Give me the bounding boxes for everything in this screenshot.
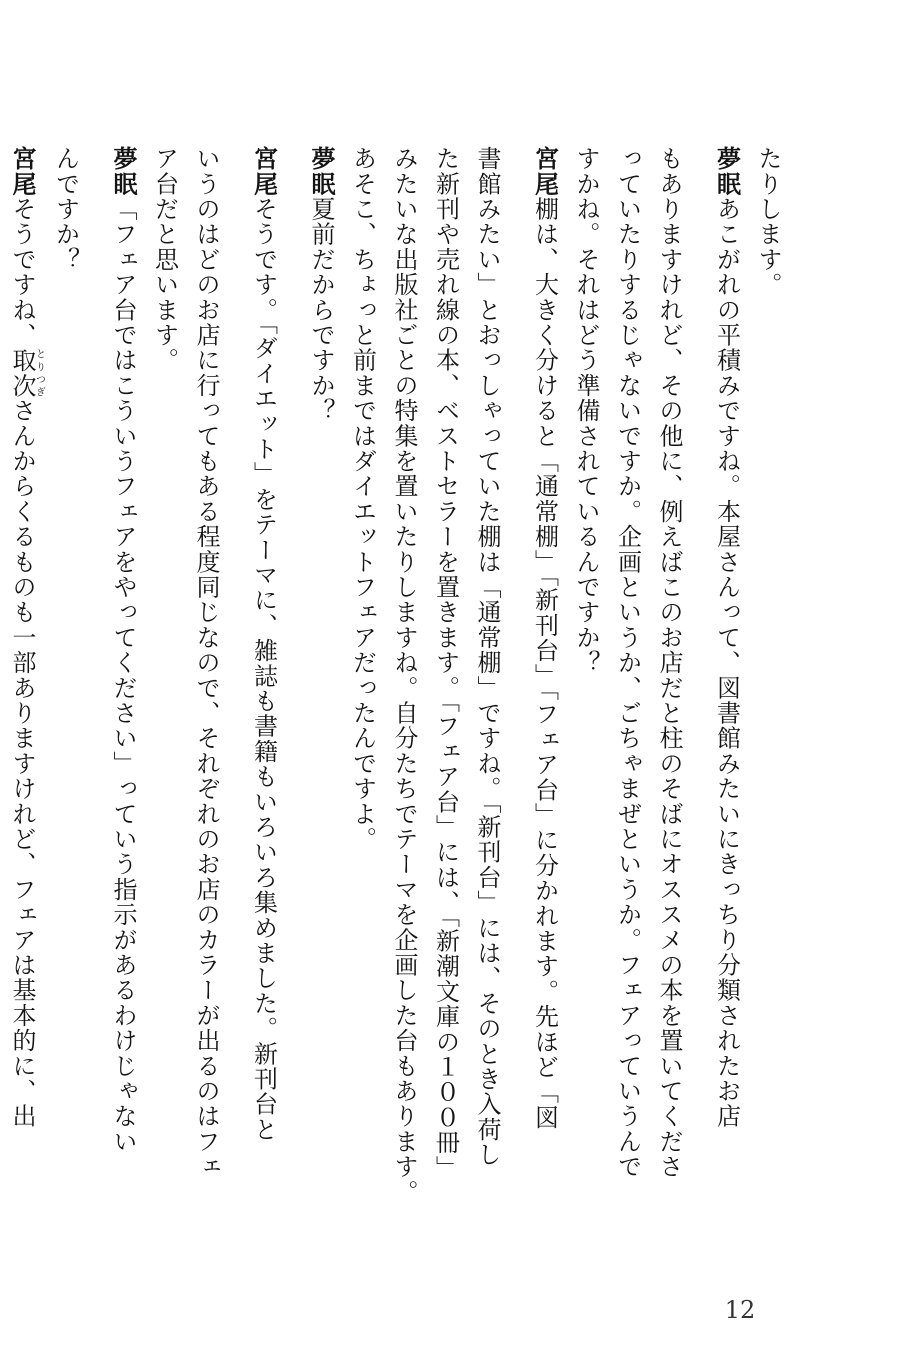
dialogue-text: あこがれの平積みですね。本屋さんって、図書館みたいにきっちり分類されたお店: [712, 196, 741, 1129]
continuation-text: すかね。それはどう準備されているんですか？: [572, 146, 600, 676]
text-column-13: [185, 146, 227, 1186]
text-column-10: [341, 146, 383, 1186]
continuation-text: っていたりするじゃないですか。企画というか、ごちゃまぜというか。フェアっていうんで: [613, 146, 642, 1180]
dialogue-text: 棚は、大きく分けると「通常棚」「新刊台」「フェア台」に分かれます。先ほど「図: [530, 196, 559, 1131]
speaker-name: 夢眠: [712, 146, 741, 197]
ruby-annotation: [8, 347, 45, 399]
dialogue-text: そうです。「ダイエット」をテーマに、雑誌も書籍もいろいろ集めました。新刊台と: [249, 196, 278, 1143]
ruby-reading: とりつぎ: [33, 347, 45, 399]
text-column-8: [424, 146, 466, 1186]
continuation-text: た新刊や売れ線の本、ベストセラーを置きます。「フェア台」には、「新潮文庫の１００冊」: [431, 146, 460, 1181]
speaker-name: 夢眠: [307, 146, 335, 197]
ruby-base: 取次: [8, 347, 36, 399]
text-column-4: [606, 146, 648, 1186]
continuation-text: んですか？: [51, 146, 80, 272]
speaker-name: 宮尾: [249, 146, 278, 197]
text-column-3: [648, 146, 690, 1186]
text-column-11: [284, 146, 342, 1186]
text-column-14: [143, 146, 185, 1186]
vertical-text-body: [0, 146, 788, 1205]
continuation-text: たりします。: [754, 146, 782, 298]
dialogue-text: 「フェア台ではこういうフェアをやってください」っていう指示があるわけじゃない: [109, 196, 137, 1155]
text-column-1: [747, 146, 789, 1186]
text-column-2: [689, 146, 747, 1186]
speaker-name: 夢眠: [109, 146, 137, 197]
text-column-6: [507, 146, 565, 1186]
continuation-text: あそこ、ちょっと前まではダイエットフェアだったんですよ。: [348, 146, 377, 852]
text-column-5: [565, 146, 607, 1186]
continuation-text: いうのはどのお店に行ってもある程度同じなので、それぞれのお店のカラーが出るのはフェ: [192, 146, 220, 1180]
continuation-text: もありますけれど、その他に、例えばこのお店だと柱のそばにオススメの本を置いてくださ: [655, 146, 683, 1180]
continuation-text: 書館みたい」とおっしゃっていた棚は「通常棚」ですね。「新刊台」には、そのとき入荷し: [473, 146, 501, 1168]
text-column-7: [466, 146, 508, 1186]
continuation-text: みたいな出版社ごとの特集を置いたりしますね。自分たちでテーマを企画した台もあります。: [390, 146, 418, 1205]
speaker-name: 宮尾: [530, 146, 559, 197]
text-column-15: [86, 146, 144, 1186]
text-column-17: [0, 146, 44, 1186]
speaker-name: 宮尾: [8, 146, 36, 197]
text-column-12: [226, 146, 284, 1186]
dialogue-text: 夏前だからですか？: [307, 196, 335, 424]
text-column-16: [44, 146, 86, 1186]
continuation-text: ア台だと思います。: [150, 146, 179, 373]
text-column-9: [383, 146, 425, 1205]
dialogue-text: そうですね、: [8, 196, 36, 348]
dialogue-text-after: さんからくるものも一部ありますけれど、フェアは基本的に、出: [8, 398, 36, 1129]
page-number: 12: [724, 1296, 756, 1324]
